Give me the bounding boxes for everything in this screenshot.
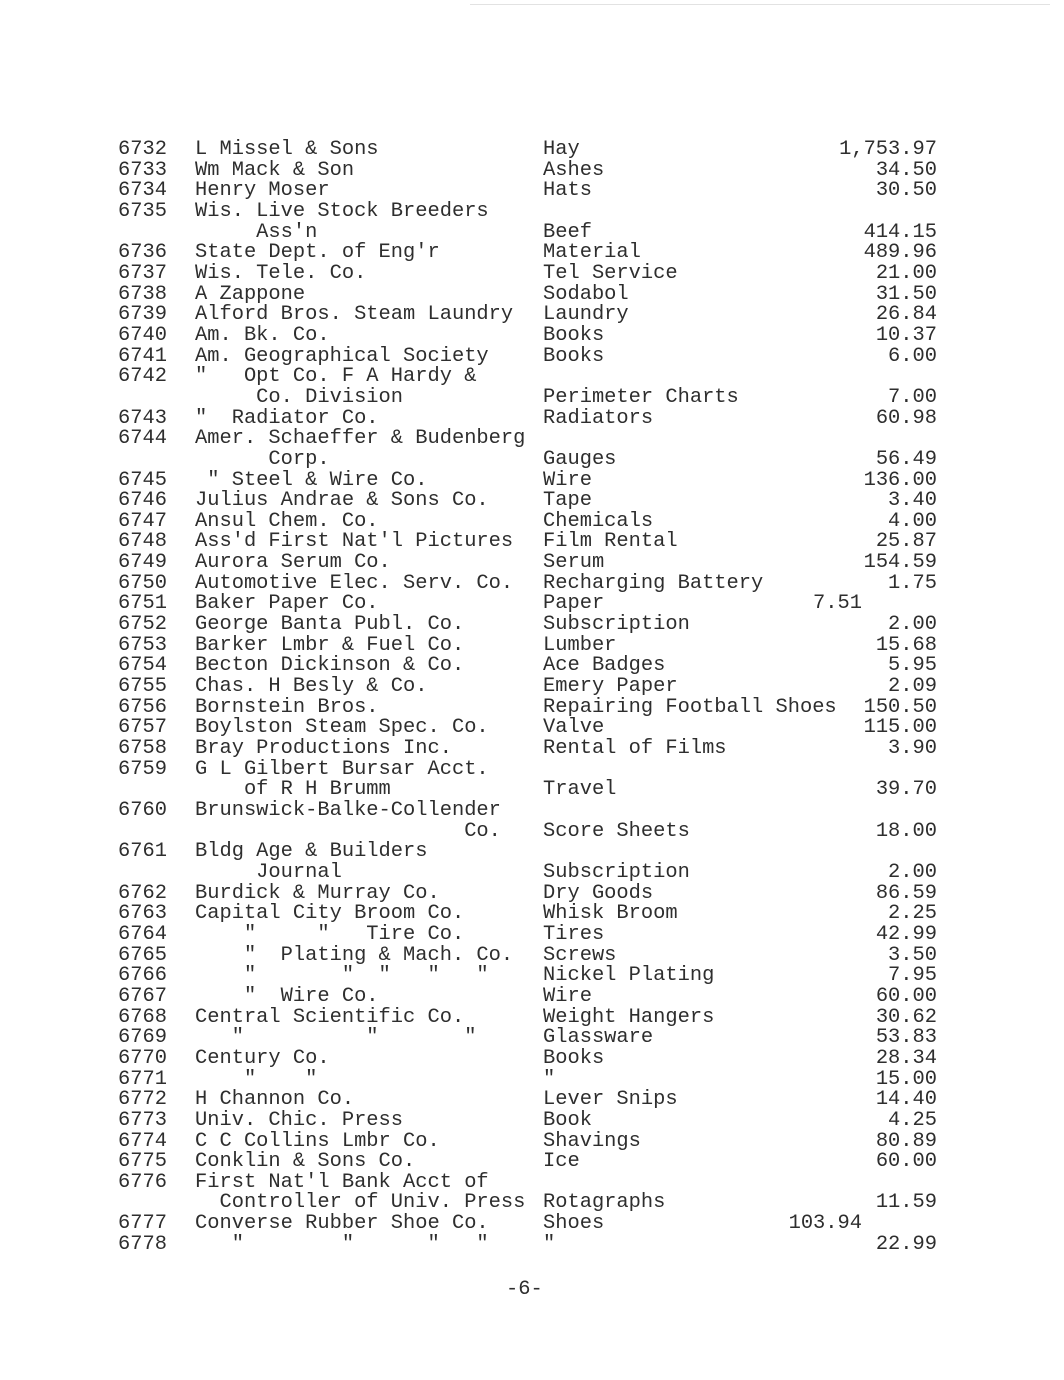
vendor-line: " Wire Co.: [195, 984, 379, 1008]
item-description: Books: [543, 1046, 605, 1070]
voucher-number: 6774: [118, 1129, 167, 1153]
voucher-number: 6759: [118, 757, 167, 781]
vendor-line: Becton Dickinson & Co.: [195, 654, 465, 678]
ledger-entry: [0, 1129, 1064, 1153]
item-description: Rotagraphs: [543, 1191, 666, 1215]
ledger-entry: [0, 695, 1064, 719]
amount: 2.09: [888, 675, 937, 699]
vendor-line: Capital City Broom Co.: [195, 902, 465, 926]
voucher-number: 6761: [118, 840, 167, 864]
item-description: Ice: [543, 1150, 580, 1174]
item-description: Ashes: [543, 158, 605, 182]
voucher-number: 6757: [118, 716, 167, 740]
ledger-entry: [0, 243, 1064, 264]
ledger-entry: [0, 1067, 1064, 1091]
ledger-entry: [0, 739, 1064, 760]
amount: 30.50: [875, 179, 937, 203]
vendor-line: " ": [195, 1067, 318, 1091]
ledger-entry: [0, 199, 1064, 244]
voucher-number: 6743: [118, 406, 167, 430]
amount: 26.84: [875, 303, 937, 327]
voucher-number: 6752: [118, 613, 167, 637]
voucher-number: 6747: [118, 509, 167, 533]
item-description: Glassware: [543, 1026, 654, 1050]
amount: 28.34: [875, 1046, 937, 1070]
amount: 7.95: [888, 964, 937, 988]
vendor-line: Central Scientific Co.: [195, 1005, 465, 1029]
amount: 60.00: [875, 984, 937, 1008]
voucher-number: 6734: [118, 179, 167, 203]
voucher-number: 6749: [118, 551, 167, 575]
ledger-entry: [0, 181, 1064, 202]
voucher-number: 6756: [118, 695, 167, 719]
item-description: Screws: [543, 943, 617, 967]
item-description: Shoes: [543, 1212, 605, 1236]
vendor-line: Wis. Tele. Co.: [195, 261, 367, 285]
ledger-entry: [0, 1028, 1064, 1049]
amount: 30.62: [875, 1005, 937, 1029]
vendor-line: Conklin & Sons Co.: [195, 1150, 416, 1174]
vendor-line: Corp.: [195, 447, 330, 471]
item-description: Book: [543, 1108, 592, 1132]
amount: 154.59: [863, 551, 937, 575]
voucher-number: 6746: [118, 489, 167, 513]
voucher-number: 6742: [118, 365, 167, 389]
amount: 1.75: [888, 571, 937, 595]
item-description: Paper: [543, 592, 605, 616]
ledger-entry: [0, 1152, 1064, 1173]
amount: 60.98: [875, 406, 937, 430]
vendor-line: Aurora Serum Co.: [195, 551, 391, 575]
vendor-line: " Steel & Wire Co.: [195, 468, 428, 492]
item-description: Valve: [543, 716, 605, 740]
vendor-line: Bldg Age & Builders: [195, 840, 428, 864]
vendor-line: Burdick & Murray Co.: [195, 881, 440, 905]
vendor-line: " " Tire Co.: [195, 922, 465, 946]
ledger-entry: [0, 757, 1064, 802]
amount-inner-column: 7.51: [813, 592, 862, 616]
vendor-line: Bray Productions Inc.: [195, 737, 452, 761]
ledger-entry: [0, 1046, 1064, 1070]
item-description: Tel Service: [543, 261, 678, 285]
vendor-line: Boylston Steam Spec. Co.: [195, 716, 489, 740]
ledger-entry: [0, 677, 1064, 698]
vendor-line: G L Gilbert Bursar Acct.: [195, 757, 489, 781]
voucher-number: 6740: [118, 323, 167, 347]
amount: 53.83: [875, 1026, 937, 1050]
item-description: Perimeter Charts: [543, 385, 739, 409]
vendor-line: Julius Andrae & Sons Co.: [195, 489, 489, 513]
vendor-line: Alford Bros. Steam Laundry: [195, 303, 514, 327]
ledger-entry: [0, 323, 1064, 347]
amount: 7.00: [888, 385, 937, 409]
vendor-line: Co.: [195, 819, 501, 843]
vendor-line: Ass'n: [195, 220, 318, 244]
item-description: Nickel Plating: [543, 964, 715, 988]
ledger-entry: [0, 984, 1064, 1008]
item-description: Serum: [543, 551, 605, 575]
voucher-number: 6773: [118, 1108, 167, 1132]
voucher-number: 6735: [118, 199, 167, 223]
vendor-line: " Radiator Co.: [195, 406, 379, 430]
ledger-entry: [0, 842, 1064, 883]
voucher-number: 6739: [118, 303, 167, 327]
vendor-line: State Dept. of Eng'r: [195, 241, 440, 265]
item-description: Rental of Films: [543, 737, 727, 761]
amount: 14.40: [875, 1088, 937, 1112]
ledger-entry: [0, 943, 1064, 967]
item-description: Wire: [543, 468, 592, 492]
ledger-entry: [0, 718, 1064, 739]
voucher-number: 6755: [118, 675, 167, 699]
vendor-line: Univ. Chic. Press: [195, 1108, 404, 1132]
item-description: Weight Hangers: [543, 1005, 715, 1029]
item-description: Repairing Football Shoes: [543, 695, 837, 719]
voucher-number: 6741: [118, 344, 167, 368]
vendor-line: Wis. Live Stock Breeders: [195, 199, 489, 223]
voucher-number: 6771: [118, 1067, 167, 1091]
voucher-number: 6762: [118, 881, 167, 905]
item-description: Travel: [543, 778, 617, 802]
item-description: Laundry: [543, 303, 629, 327]
item-description: Lumber: [543, 633, 617, 657]
item-description: Hay: [543, 138, 580, 161]
voucher-number: 6769: [118, 1026, 167, 1050]
amount: 4.00: [888, 509, 937, 533]
item-description: Beef: [543, 220, 592, 244]
ledger-entry: [0, 615, 1064, 636]
voucher-number: 6753: [118, 633, 167, 657]
amount: 5.95: [888, 654, 937, 678]
voucher-number: 6760: [118, 799, 167, 822]
voucher-number: 6737: [118, 261, 167, 285]
amount: 18.00: [875, 819, 937, 843]
item-description: Radiators: [543, 406, 654, 430]
amount: 136.00: [863, 468, 937, 492]
amount: 15.00: [875, 1067, 937, 1091]
voucher-number: 6748: [118, 530, 167, 554]
item-description: Whisk Broom: [543, 902, 678, 926]
item-description: Dry Goods: [543, 881, 654, 905]
vendor-line: Controller of Univ. Press: [195, 1191, 526, 1215]
vendor-line: George Banta Publ. Co.: [195, 613, 465, 637]
vendor-line: Century Co.: [195, 1046, 330, 1070]
amount: 3.90: [888, 737, 937, 761]
amount: 11.59: [875, 1191, 937, 1215]
item-description: ": [543, 1232, 556, 1256]
voucher-number: 6751: [118, 592, 167, 616]
voucher-number: 6758: [118, 737, 167, 761]
voucher-number: 6767: [118, 984, 167, 1008]
voucher-number: 6763: [118, 902, 167, 926]
vendor-line: Journal: [195, 860, 342, 884]
amount: 42.99: [875, 922, 937, 946]
ledger-entry: [0, 1005, 1064, 1029]
item-description: ": [543, 1067, 556, 1091]
amount: 80.89: [875, 1129, 937, 1153]
ledger-entry: [0, 140, 1064, 161]
item-description: Gauges: [543, 447, 617, 471]
voucher-number: 6745: [118, 468, 167, 492]
ledger-entry: [0, 261, 1064, 285]
item-description: Film Rental: [543, 530, 678, 554]
item-description: Shavings: [543, 1129, 641, 1153]
amount: 22.99: [875, 1232, 937, 1256]
vendor-line: of R H Brumm: [195, 778, 391, 802]
item-description: Score Sheets: [543, 819, 690, 843]
vendor-line: Converse Rubber Shoe Co.: [195, 1212, 489, 1236]
voucher-number: 6772: [118, 1088, 167, 1112]
amount: 86.59: [875, 881, 937, 905]
vendor-line: " " " ": [195, 1232, 489, 1256]
voucher-number: 6738: [118, 282, 167, 306]
voucher-number: 6777: [118, 1212, 167, 1236]
ledger-entry: [0, 1108, 1064, 1132]
voucher-number: 6750: [118, 571, 167, 595]
vendor-line: Ass'd First Nat'l Pictures: [195, 530, 514, 554]
item-description: Hats: [543, 179, 592, 203]
amount: 15.68: [875, 633, 937, 657]
amount: 31.50: [875, 282, 937, 306]
ledger-entry: [0, 571, 1064, 595]
vendor-name: [195, 594, 1064, 615]
ledger-entry: [0, 344, 1064, 368]
ledger-entry: [0, 1090, 1064, 1111]
vendor-line: " Opt Co. F A Hardy &: [195, 365, 477, 389]
vendor-line: " " " " ": [195, 964, 489, 988]
vendor-line: Brunswick-Balke-Collender: [195, 799, 501, 822]
ledger-entry: [0, 158, 1064, 182]
item-description: Chemicals: [543, 509, 654, 533]
ledger-entry: [0, 922, 1064, 946]
amount: 2.00: [888, 613, 937, 637]
vendor-line: Am. Geographical Society: [195, 344, 489, 368]
ledger-entry: [0, 1232, 1064, 1256]
amount: 6.00: [888, 344, 937, 368]
vendor-name: [195, 1214, 1064, 1235]
vendor-line: Amer. Schaeffer & Budenberg: [195, 427, 526, 451]
item-description: Books: [543, 323, 605, 347]
amount: 2.00: [888, 860, 937, 884]
voucher-number: 6770: [118, 1046, 167, 1070]
amount: 56.49: [875, 447, 937, 471]
item-description: Wire: [543, 984, 592, 1008]
item-description: Recharging Battery: [543, 571, 764, 595]
ledger-entry: [0, 553, 1064, 574]
amount: 21.00: [875, 261, 937, 285]
voucher-number: 6754: [118, 654, 167, 678]
amount: 3.50: [888, 943, 937, 967]
voucher-number: 6768: [118, 1005, 167, 1029]
vendor-line: Baker Paper Co.: [195, 592, 379, 616]
vendor-line: Co. Division: [195, 385, 404, 409]
amount: 414.15: [863, 220, 937, 244]
item-description: Ace Badges: [543, 654, 666, 678]
amount: 60.00: [875, 1150, 937, 1174]
vendor-line: " Plating & Mach. Co.: [195, 943, 514, 967]
ledger-entry: [0, 509, 1064, 533]
voucher-number: 6778: [118, 1232, 167, 1256]
voucher-number: 6766: [118, 964, 167, 988]
ledger-entry: [0, 633, 1064, 657]
item-description: Tires: [543, 922, 605, 946]
ledger-entry: [0, 468, 1064, 492]
ledger-entry: [0, 1170, 1064, 1215]
ledger-list: [0, 140, 1064, 1255]
item-description: Books: [543, 344, 605, 368]
ledger-entry: [0, 966, 1064, 987]
amount: 39.70: [875, 778, 937, 802]
amount: 150.50: [863, 695, 937, 719]
page-number: -6-: [506, 1278, 543, 1301]
vendor-line: A Zappone: [195, 282, 306, 306]
amount: 10.37: [875, 323, 937, 347]
item-description: Subscription: [543, 860, 690, 884]
item-description: Tape: [543, 489, 592, 513]
voucher-number: 6736: [118, 241, 167, 265]
amount: 1,753.97: [839, 138, 937, 161]
ledger-entry: [0, 491, 1064, 512]
voucher-number: 6764: [118, 922, 167, 946]
ledger-entry: [0, 904, 1064, 925]
vendor-line: Henry Moser: [195, 179, 330, 203]
voucher-number: 6775: [118, 1150, 167, 1174]
amount: 34.50: [875, 158, 937, 182]
ledger-entry: [0, 801, 1064, 842]
vendor-line: L Missel & Sons: [195, 138, 379, 161]
vendor-line: Wm Mack & Son: [195, 158, 355, 182]
item-description: Material: [543, 241, 641, 265]
vendor-line: H Channon Co.: [195, 1088, 355, 1112]
ledger-entry: [0, 305, 1064, 326]
ledger-entry: [0, 282, 1064, 306]
vendor-line: " " ": [195, 1026, 477, 1050]
ledger-entry: [0, 406, 1064, 430]
ledger-entry: [0, 656, 1064, 677]
amount: 2.25: [888, 902, 937, 926]
item-description: Subscription: [543, 613, 690, 637]
vendor-line: Ansul Chem. Co.: [195, 509, 379, 533]
item-description: Sodabol: [543, 282, 629, 306]
vendor-line: First Nat'l Bank Acct of: [195, 1170, 489, 1194]
item-description: Lever Snips: [543, 1088, 678, 1112]
ledger-entry: [0, 367, 1064, 408]
vendor-line: Chas. H Besly & Co.: [195, 675, 428, 699]
ledger-entry: [0, 532, 1064, 553]
voucher-number: 6732: [118, 138, 167, 161]
voucher-number: 6765: [118, 943, 167, 967]
vendor-line: Am. Bk. Co.: [195, 323, 330, 347]
vendor-line: Barker Lmbr & Fuel Co.: [195, 633, 465, 657]
amount: 115.00: [863, 716, 937, 740]
scan-edge-line: [470, 4, 1050, 5]
item-description: Emery Paper: [543, 675, 678, 699]
vendor-line: Bornstein Bros.: [195, 695, 379, 719]
amount: 3.40: [888, 489, 937, 513]
vendor-line: C C Collins Lmbr Co.: [195, 1129, 440, 1153]
ledger-entry: [0, 881, 1064, 905]
amount: 489.96: [863, 241, 937, 265]
vendor-line: Automotive Elec. Serv. Co.: [195, 571, 514, 595]
amount: 25.87: [875, 530, 937, 554]
amount-inner-column: 103.94: [788, 1212, 862, 1236]
ledger-entry: [0, 1214, 1064, 1235]
voucher-number: 6744: [118, 427, 167, 451]
voucher-number: 6733: [118, 158, 167, 182]
amount: 4.25: [888, 1108, 937, 1132]
voucher-number: 6776: [118, 1170, 167, 1194]
ledger-entry: [0, 594, 1064, 615]
ledger-entry: [0, 429, 1064, 470]
